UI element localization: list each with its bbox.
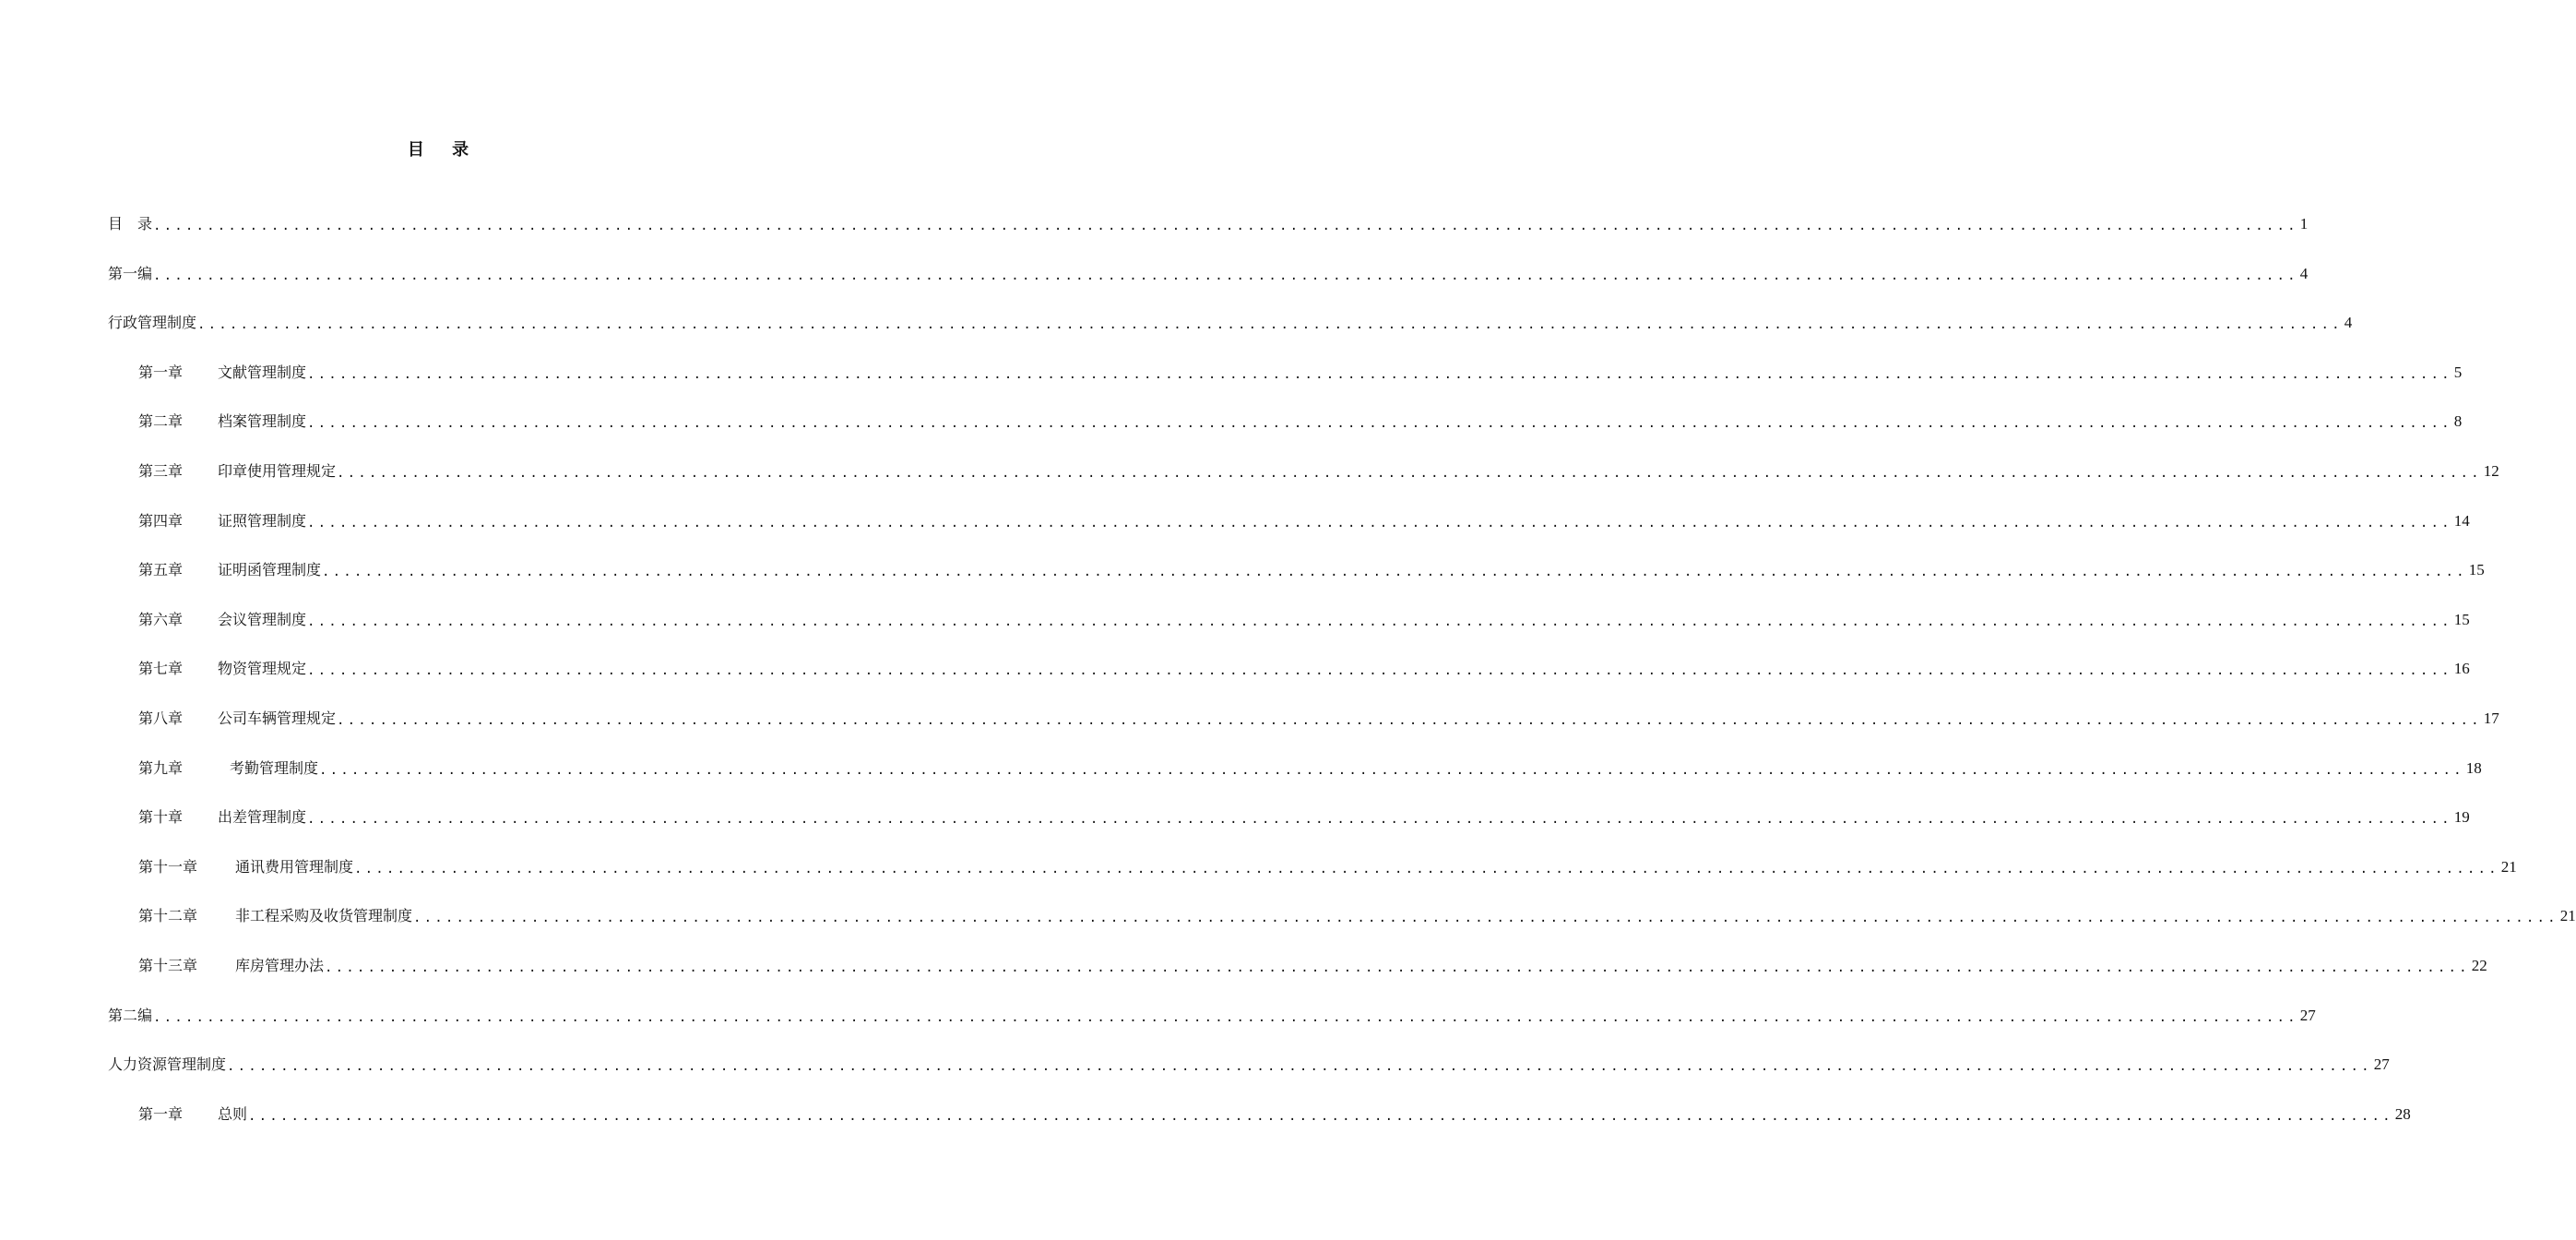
toc-page-number: 14 bbox=[2453, 511, 2470, 530]
toc-entry[interactable] bbox=[138, 410, 2463, 434]
toc-entry-label bbox=[138, 657, 306, 681]
toc-entry[interactable] bbox=[138, 855, 2517, 879]
toc-entry-label bbox=[138, 608, 306, 632]
dot-leader: ........................................................................................................................................................................................................ bbox=[307, 663, 2452, 679]
toc-page-number: 4 bbox=[2299, 264, 2309, 282]
toc-page-number: 8 bbox=[2453, 412, 2463, 431]
toc-page-number: 18 bbox=[2465, 758, 2482, 777]
dot-leader: ........................................................................................................................................................................................................ bbox=[307, 812, 2452, 828]
toc-entry-label: 人力资源管理制度 bbox=[108, 1055, 227, 1074]
chapter-title: 总则 bbox=[218, 1104, 248, 1123]
chapter-title: 证照管理制度 bbox=[218, 511, 307, 530]
dot-leader: ........................................................................................................................................................................................................ bbox=[197, 317, 2343, 333]
toc-page-number: 21 bbox=[2500, 857, 2517, 876]
toc-entry-label bbox=[138, 757, 318, 781]
toc-entry[interactable] bbox=[138, 805, 2470, 829]
toc-entry-label bbox=[138, 855, 353, 879]
dot-leader: ........................................................................................................................................................................................................ bbox=[325, 960, 2470, 975]
toc-entry-label: 第二编 bbox=[108, 1006, 153, 1024]
chapter-title: 非工程采购及收货管理制度 bbox=[235, 907, 413, 925]
toc-page-number: 21 bbox=[2559, 907, 2576, 925]
dot-leader: ........................................................................................................................................................................................................ bbox=[307, 366, 2452, 382]
dot-leader: ........................................................................................................................................................................................................ bbox=[307, 515, 2452, 531]
dot-leader: ........................................................................................................................................................................................................ bbox=[248, 1108, 2393, 1124]
dot-leader: ........................................................................................................................................................................................................ bbox=[354, 861, 2499, 876]
chapter-title: 库房管理办法 bbox=[235, 957, 325, 974]
dot-leader: ........................................................................................................................................................................................................ bbox=[227, 1059, 2372, 1075]
chapter-number: 第八章 bbox=[138, 709, 184, 727]
dot-leader: ........................................................................................................................................................................................................ bbox=[337, 713, 2482, 728]
chapter-title: 公司车辆管理规定 bbox=[218, 709, 337, 727]
chapter-title: 考勤管理制度 bbox=[230, 758, 319, 777]
toc-entry[interactable] bbox=[138, 509, 2470, 533]
chapter-title: 会议管理制度 bbox=[218, 610, 307, 628]
toc-entry[interactable] bbox=[138, 707, 2499, 731]
chapter-number: 第十一章 bbox=[138, 857, 198, 876]
toc-entry-label: 目 录 bbox=[108, 215, 153, 232]
page-title: 目 录 bbox=[407, 140, 481, 160]
toc-entry[interactable] bbox=[138, 558, 2485, 582]
toc-entry-label bbox=[138, 558, 321, 582]
toc-entry-label bbox=[138, 904, 412, 928]
dot-leader: ........................................................................................................................................................................................................ bbox=[413, 911, 2558, 926]
chapter-number: 第三章 bbox=[138, 462, 184, 480]
dot-leader: ........................................................................................................................................................................................................ bbox=[319, 762, 2464, 778]
toc-entry-label: 第一编 bbox=[108, 264, 153, 282]
chapter-number: 第一章 bbox=[138, 1104, 184, 1123]
chapter-title: 档案管理制度 bbox=[218, 412, 307, 431]
toc-entry[interactable] bbox=[138, 904, 2576, 928]
toc-page-number: 27 bbox=[2373, 1055, 2390, 1074]
toc-page-number: 15 bbox=[2468, 561, 2485, 579]
chapter-number: 第七章 bbox=[138, 660, 184, 678]
toc-entry[interactable] bbox=[138, 459, 2499, 483]
toc-entry[interactable] bbox=[138, 608, 2470, 632]
toc-entry[interactable] bbox=[108, 311, 2353, 335]
chapter-number: 第六章 bbox=[138, 610, 184, 628]
toc-entry[interactable] bbox=[108, 1053, 2390, 1077]
toc-entry[interactable] bbox=[108, 262, 2309, 286]
toc-entry-label bbox=[138, 459, 336, 483]
toc-entry[interactable] bbox=[138, 757, 2482, 781]
chapter-number: 第十章 bbox=[138, 808, 184, 827]
dot-leader: ........................................................................................................................................................................................................ bbox=[153, 219, 2298, 233]
toc-page-number: 4 bbox=[2344, 314, 2353, 332]
dot-leader: ........................................................................................................................................................................................................ bbox=[322, 565, 2467, 580]
dot-leader: ........................................................................................................................................................................................................ bbox=[337, 466, 2482, 481]
toc-page-number: 12 bbox=[2483, 462, 2499, 480]
toc-entry-label bbox=[138, 805, 306, 829]
dot-leader: ........................................................................................................................................................................................................ bbox=[153, 268, 2298, 283]
toc-page-number: 5 bbox=[2453, 363, 2463, 381]
toc-page-number: 1 bbox=[2299, 215, 2309, 232]
chapter-number: 第四章 bbox=[138, 511, 184, 530]
toc-page-number: 19 bbox=[2453, 808, 2470, 827]
toc-entry[interactable] bbox=[138, 1103, 2411, 1127]
chapter-number: 第十二章 bbox=[138, 907, 198, 925]
toc-entry-label bbox=[138, 954, 324, 978]
toc-page-number: 17 bbox=[2483, 709, 2499, 727]
chapter-number: 第一章 bbox=[138, 363, 184, 381]
chapter-title: 通讯费用管理制度 bbox=[235, 857, 354, 876]
chapter-title: 印章使用管理规定 bbox=[218, 462, 337, 480]
toc-page-number: 28 bbox=[2394, 1104, 2411, 1123]
chapter-number: 第五章 bbox=[138, 561, 184, 579]
toc-entry[interactable] bbox=[138, 954, 2487, 978]
chapter-title: 文献管理制度 bbox=[218, 363, 307, 381]
toc-entry-label bbox=[138, 361, 306, 385]
toc-entry-label bbox=[138, 1103, 247, 1127]
chapter-number: 第十三章 bbox=[138, 957, 198, 974]
chapter-number: 第九章 bbox=[138, 758, 184, 777]
toc-entry-label bbox=[138, 707, 336, 731]
toc-entry[interactable] bbox=[108, 212, 2309, 236]
toc-entry[interactable] bbox=[108, 1004, 2316, 1028]
toc-entry[interactable] bbox=[138, 657, 2470, 681]
toc-page-number: 27 bbox=[2299, 1006, 2316, 1024]
toc-entry-label: 行政管理制度 bbox=[108, 314, 197, 332]
toc-entry-label bbox=[138, 509, 306, 533]
chapter-title: 出差管理制度 bbox=[218, 808, 307, 827]
dot-leader: ........................................................................................................................................................................................................ bbox=[307, 416, 2452, 432]
chapter-number: 第二章 bbox=[138, 412, 184, 431]
toc-entry[interactable] bbox=[138, 361, 2463, 385]
toc-entry-label bbox=[138, 410, 306, 434]
toc-page-number: 16 bbox=[2453, 660, 2470, 678]
chapter-title: 物资管理规定 bbox=[218, 660, 307, 678]
toc-page-number: 15 bbox=[2453, 610, 2470, 628]
chapter-title: 证明函管理制度 bbox=[218, 561, 322, 579]
dot-leader: ........................................................................................................................................................................................................ bbox=[307, 614, 2452, 629]
toc-page-number: 22 bbox=[2471, 957, 2487, 974]
dot-leader: ........................................................................................................................................................................................................ bbox=[153, 1009, 2298, 1025]
